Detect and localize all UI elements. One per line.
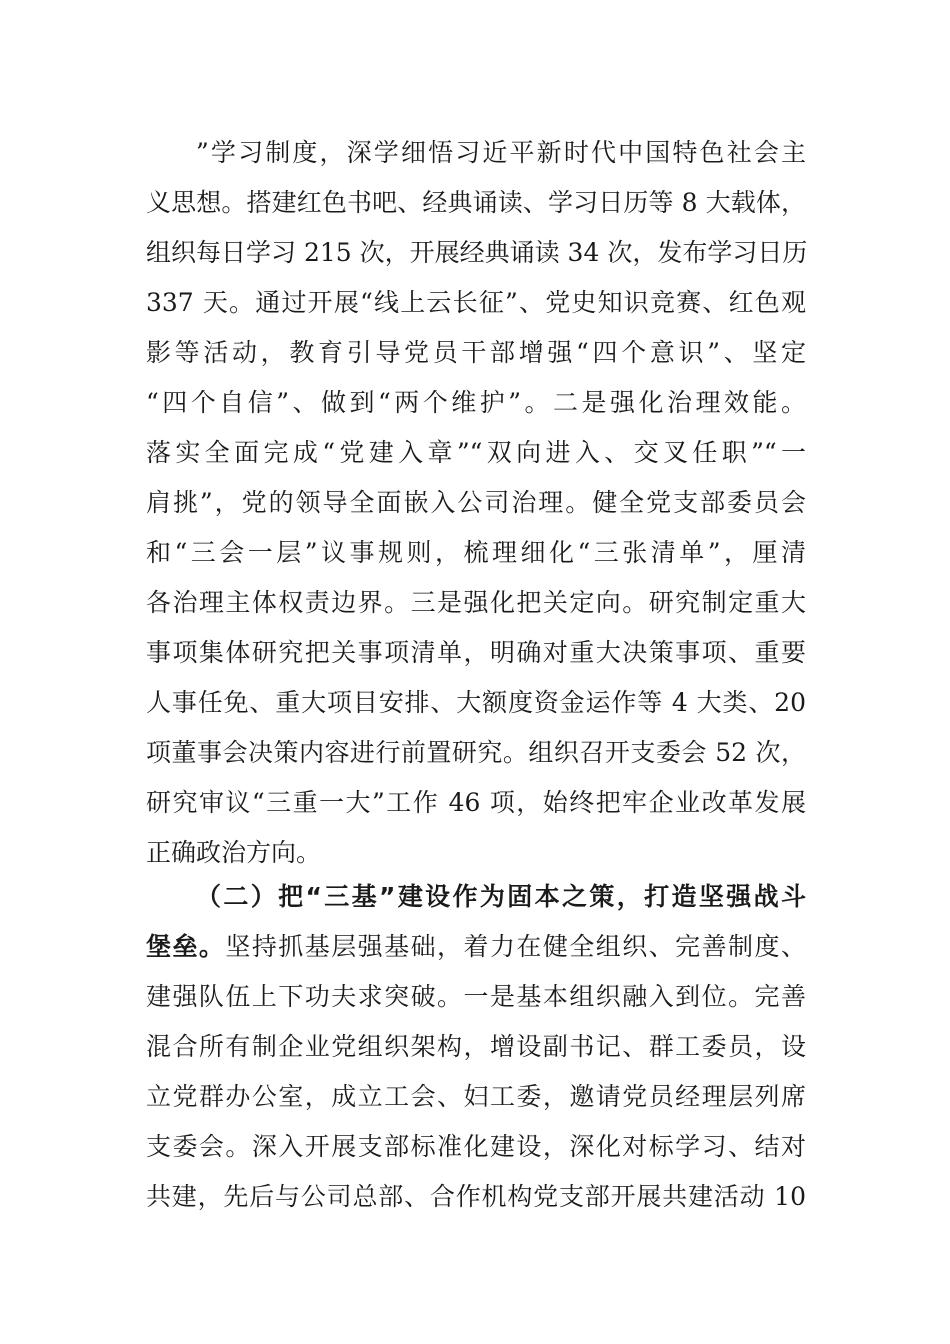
- text-line: 项董事会决策内容进行前置研究。组织召开支委会 52 次，: [146, 738, 806, 767]
- section-heading-tail: 堡垒。: [146, 932, 226, 961]
- text-line: 立党群办公室，成立工会、妇工委，邀请党员经理层列席: [146, 1082, 806, 1111]
- text-line: 共建，先后与公司总部、合作机构党支部开展共建活动 10: [146, 1182, 806, 1211]
- text-line: ”学习制度，深学细悟习近平新时代中国特色社会主: [196, 138, 806, 167]
- text-line: 混合所有制企业党组织架构，增设副书记、群工委员，设: [146, 1032, 806, 1061]
- text-line: [146, 922, 806, 972]
- text-line: 义思想。搭建红色书吧、经典诵读、学习日历等 8 大载体，: [146, 188, 806, 217]
- text-line-rest: 坚持抓基层强基础，着力在健全组织、完善制度、: [225, 932, 806, 961]
- text-line: 各治理主体权责边界。三是强化把关定向。研究制定重大: [146, 588, 806, 617]
- text-line: 肩挑”，党的领导全面嵌入公司治理。健全党支部委员会: [146, 488, 806, 517]
- text-line: 正确政治方向。: [146, 838, 322, 867]
- text-line: 人事任免、重大项目安排、大额度资金运作等 4 大类、20: [146, 688, 806, 717]
- text-line: 和“三会一层”议事规则，梳理细化“三张清单”，厘清: [146, 538, 806, 567]
- text-line: 建强队伍上下功夫求突破。一是基本组织融入到位。完善: [146, 982, 806, 1011]
- text-line: 支委会。深入开展支部标准化建设，深化对标学习、结对: [146, 1132, 806, 1161]
- text-line: 研究审议“三重一大”工作 46 项，始终把牢企业改革发展: [146, 788, 806, 817]
- text-line: 组织每日学习 215 次，开展经典诵读 34 次，发布学习日历: [146, 238, 808, 267]
- text-line: 事项集体研究把关事项清单，明确对重大决策事项、重要: [146, 638, 806, 667]
- text-line: 337 天。通过开展“线上云长征”、党史知识竞赛、红色观: [146, 288, 806, 317]
- text-line: “四个自信”、做到“两个维护”。二是强化治理效能。: [146, 388, 806, 417]
- section-heading: （二）把“三基”建设作为固本之策，打造坚强战斗: [196, 882, 806, 911]
- text-line: 落实全面完成“党建入章”“双向进入、交叉任职”“一: [146, 438, 806, 467]
- text-line: 影等活动，教育引导党员干部增强“四个意识”、坚定: [146, 338, 806, 367]
